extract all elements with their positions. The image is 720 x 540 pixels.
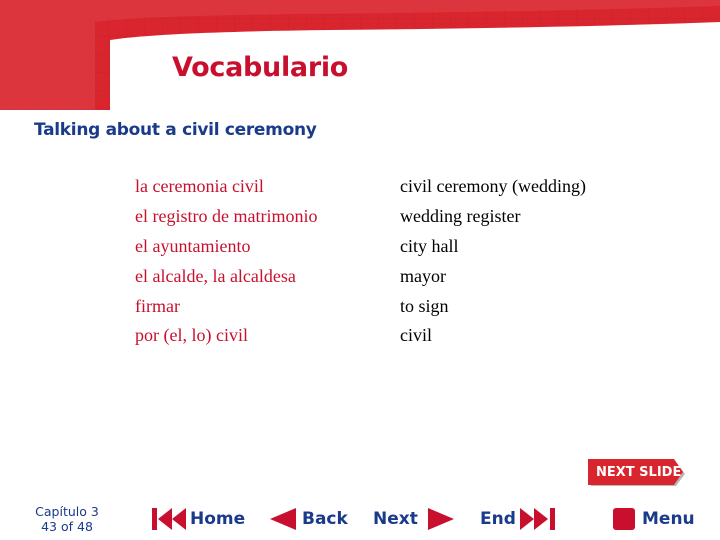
back-button[interactable] — [266, 504, 348, 534]
vocab-row — [135, 261, 655, 291]
spanish-term: el alcalde, la alcaldesa — [135, 265, 296, 286]
next-slide-label: NEXT SLIDE — [596, 465, 682, 480]
english-translation: wedding register — [400, 206, 521, 227]
vocabulary-list — [135, 172, 655, 351]
next-arrow-icon — [424, 506, 458, 532]
home-button[interactable] — [152, 504, 245, 534]
menu-label: Menu — [642, 509, 695, 529]
spanish-term: la ceremonia civil — [135, 176, 264, 197]
spanish-term: el ayuntamiento — [135, 235, 251, 256]
navigation-bar — [0, 498, 720, 540]
chapter-label: Capítulo 3 — [35, 504, 99, 519]
vocab-row — [135, 321, 655, 351]
end-label: End — [480, 509, 516, 529]
section-subtitle: Talking about a civil ceremony — [34, 120, 317, 140]
spanish-term: el registro de matrimonio — [135, 206, 318, 227]
spanish-term: por (el, lo) civil — [135, 325, 248, 346]
page-counter: 43 of 48 — [41, 519, 93, 534]
english-translation: civil — [400, 325, 432, 346]
next-slide-button[interactable] — [588, 459, 688, 489]
vocab-row — [135, 202, 655, 232]
vocab-row — [135, 291, 655, 321]
back-label: Back — [302, 509, 348, 529]
menu-button[interactable] — [612, 504, 695, 534]
end-icon — [520, 506, 558, 532]
menu-square-icon — [612, 506, 636, 532]
home-label: Home — [190, 509, 246, 529]
vocab-row — [135, 172, 655, 202]
back-arrow-icon — [266, 506, 300, 532]
english-translation: civil ceremony (wedding) — [400, 176, 586, 197]
end-button[interactable] — [480, 504, 558, 534]
english-translation: mayor — [400, 265, 446, 286]
vocab-row — [135, 232, 655, 262]
next-label: Next — [373, 509, 418, 529]
header-banner — [0, 0, 720, 110]
spanish-term: firmar — [135, 295, 180, 316]
english-translation: to sign — [400, 295, 449, 316]
next-button[interactable] — [373, 504, 458, 534]
page-title: Vocabulario — [172, 52, 349, 83]
home-icon — [152, 506, 188, 532]
english-translation: city hall — [400, 235, 459, 256]
